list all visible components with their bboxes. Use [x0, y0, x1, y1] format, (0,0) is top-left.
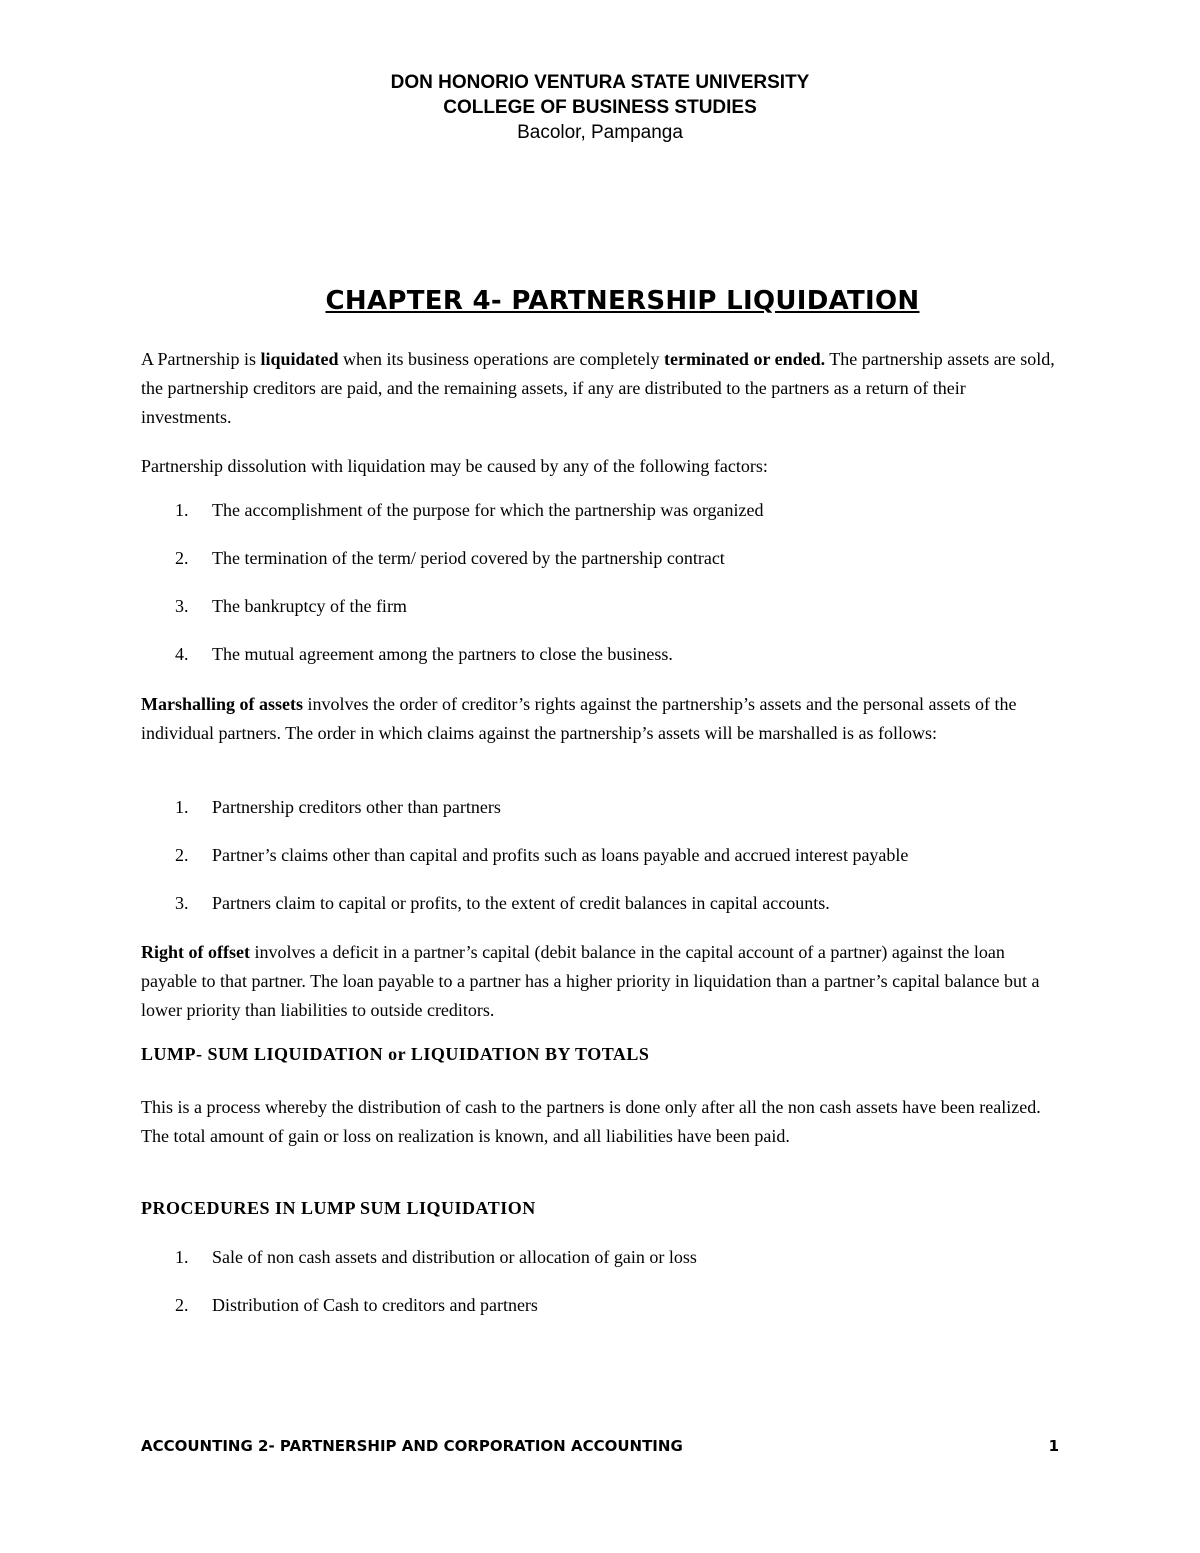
term-liquidated: liquidated [260, 349, 339, 369]
offset-paragraph: Right of offset involves a deficit in a partner’s capital (debit balance in the capital account of a partner) against the loan payable to that partner. The loan payable to a partner has a higher priority in liquidation than a partner’s capital balance but a lower priority than liabilities to outside creditors. [141, 942, 1040, 1020]
university-name: DON HONORIO VENTURA STATE UNIVERSITY [390, 72, 810, 93]
page-footer [141, 1437, 1059, 1455]
intro-paragraph: A Partnership is liquidated when its business operations are completely terminated or ended. The partnership assets are sold, the partnership creditors are paid, and the remaining assets, if any are distributed to the partners as a return of their investments. [141, 349, 1055, 427]
document-header [0, 70, 1200, 145]
course-name: ACCOUNTING 2- PARTNERSHIP AND CORPORATION ACCOUNTING [141, 1437, 683, 1455]
college-name: COLLEGE OF BUSINESS STUDIES [443, 97, 757, 118]
location: Bacolor, Pampanga [517, 122, 683, 143]
chapter-title: CHAPTER 4- PARTNERSHIP LIQUIDATION [325, 286, 920, 316]
document-page: DON HONORIO VENTURA STATE UNIVERSITY COLLEGE OF BUSINESS STUDIES Bacolor, Pampanga CHAPTER 4- PARTNERSHIP LIQUIDATION A Partnership is liquidated when its business operations are completely terminated or ended. The partnership assets are sold, the partnership creditors are paid, and the remaining assets, if any are distributed to the partners as a return of their investments. Partnership dissolution with liquidation may be caused by any of the following factors: 1. The accomplishment of the purpose for which the partnership was organized 2. The termination of the term/ period covered by the partnership contract 3. The bankruptcy of the firm 4. The mutual agreement among the partners to close the business. Marshalling of assets involves the order of creditor’s rights against the partnership’s assets and the personal assets of the individual partners. The order in which claims against the partnership’s assets will be marshalled is as follows: 1. Partnership creditors other than partners 2. Partner’s claims other than capital and profits such as loans payable and accrued interest payable 3. Partners claim to capital or profits, to the extent of credit balances in capital accounts. Right of offset involves a deficit in a partner’s capital (debit balance in the capital account of a partner) against the loan payable to that partner. The loan payable to a partner has a higher priority in liquidation than a partner’s capital balance but a lower priority than liabilities to outside creditors. LUMP- SUM LIQUIDATION or LIQUIDATION BY TOTALS This is a process whereby the distribution of cash to the partners is done only after all the non cash assets have been realized. The total amount of gain or loss on realization is known, and all liabilities have been paid. PROCEDURES IN LUMP SUM LIQUIDATION 1. Sale of non cash assets and distribution or allocation of gain or loss 2. Distribution of Cash to creditors and partners ACCOUNTING 2- PARTNERSHIP AND CORPORATION ACCOUNTING 1 [0, 0, 1200, 1553]
dissolution-intro: Partnership dissolution with liquidation may be caused by any of the following factors: [141, 456, 768, 476]
lump-sum-paragraph: This is a process whereby the distribution of cash to the partners is done only after all the non cash assets have been realized. The total amount of gain or loss on realization is known, and all liabilities have been paid. [141, 1097, 1041, 1146]
page-number: 1 [1048, 1437, 1059, 1455]
lump-sum-heading: LUMP- SUM LIQUIDATION or LIQUIDATION BY TOTALS [141, 1044, 650, 1064]
term-right-of-offset: Right of offset [141, 942, 250, 962]
marshalling-paragraph: Marshalling of assets involves the order of creditor’s rights against the partnership’s assets and the personal assets of the individual partners. The order in which claims against the partnership’s assets will be marshalled is as follows: [141, 694, 1017, 743]
term-terminated: terminated or ended. [663, 349, 826, 369]
procedures-heading: PROCEDURES IN LUMP SUM LIQUIDATION [141, 1198, 536, 1218]
term-marshalling: Marshalling of assets [141, 694, 303, 714]
